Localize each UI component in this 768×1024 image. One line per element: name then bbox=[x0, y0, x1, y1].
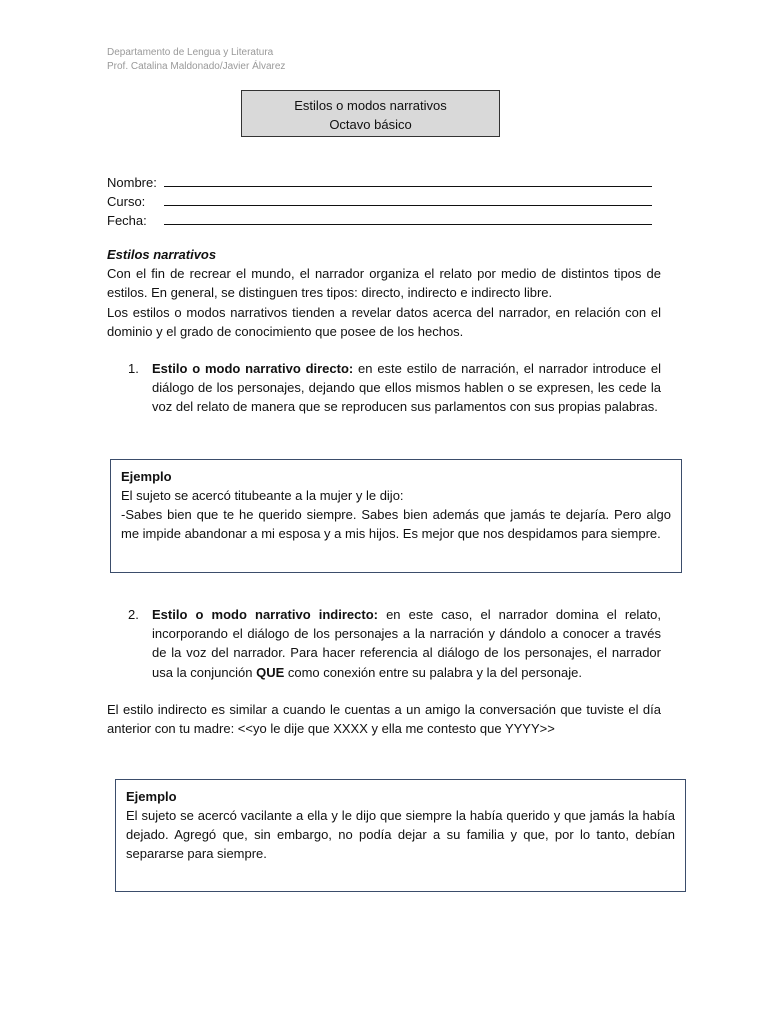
field-fecha[interactable] bbox=[107, 209, 652, 228]
item-heading: Estilo o modo narrativo directo: bbox=[152, 361, 354, 376]
document-subtitle: Octavo básico bbox=[329, 117, 412, 132]
intro-paragraph-2: Los estilos o modos narrativos tienden a revelar datos acerca del narrador, en relación con el dominio y el grado de conocimiento que posee de los hechos. bbox=[107, 304, 661, 339]
intro-section bbox=[107, 245, 661, 341]
list-item-direct bbox=[128, 359, 661, 417]
student-info-fields bbox=[107, 171, 652, 228]
document-title: Estilos o modos narrativos bbox=[294, 98, 447, 113]
page-header bbox=[107, 46, 285, 74]
field-curso[interactable] bbox=[107, 190, 652, 209]
example-box-indirect bbox=[115, 779, 686, 892]
list-item-text bbox=[152, 359, 661, 417]
conjunction-que: QUE bbox=[256, 664, 285, 680]
list-number: 2. bbox=[128, 607, 139, 622]
field-label-curso: Curso: bbox=[107, 194, 146, 209]
item-body: en este estilo de narración, el narrador introduce el diálogo de los personajes, dejando que ellos mismos hablen o se expresen, les cede la voz del relato de manera que se reproducen sus parlamentos con sus propias palabras. bbox=[152, 361, 661, 415]
example-title: Ejemplo bbox=[121, 469, 172, 484]
item-body: en este caso, el narrador domina el relato, incorporando el diálogo de los personajes a la narración y dándolo a conocer a través de la voz del narrador. Para hacer referencia al diálogo de los personajes, el narrador usa la conjunción bbox=[152, 607, 661, 680]
list-number: 1. bbox=[128, 361, 139, 376]
example-text: El sujeto se acercó vacilante a ella y le dijo que siempre la había querido y que jamás la había dejado. Agregó que, sin embargo, no podía dejar a su familia y que, por lo tanto, debían separarse para siempre. bbox=[126, 808, 675, 861]
document-title-box bbox=[241, 90, 500, 137]
field-nombre[interactable] bbox=[107, 171, 652, 190]
intro-paragraph-1: Con el fin de recrear el mundo, el narrador organiza el relato por medio de distintos tipos de estilos. En general, se distinguen tres tipos: directo, indirecto e indirecto libre. bbox=[107, 266, 661, 301]
item-body-end: como conexión entre su palabra y la del personaje. bbox=[284, 664, 582, 680]
list-item-indirect bbox=[128, 605, 661, 682]
field-line-nombre[interactable] bbox=[164, 173, 652, 187]
field-label-nombre: Nombre: bbox=[107, 175, 157, 190]
list-item-text bbox=[152, 605, 661, 682]
field-line-curso[interactable] bbox=[164, 192, 652, 206]
indirect-note: El estilo indirecto es similar a cuando le cuentas a un amigo la conversación que tuviste el día anterior con tu madre: <<yo le dije que XXXX y ella me contesto que YYYY>> bbox=[107, 702, 661, 737]
example-line: El sujeto se acercó titubeante a la mujer y le dijo: bbox=[121, 488, 404, 503]
example-title: Ejemplo bbox=[126, 789, 177, 804]
department-name: Departamento de Lengua y Literatura bbox=[107, 47, 274, 58]
example-dialogue: -Sabes bien que te he querido siempre. Sabes bien además que jamás te dejaría. Pero algo me impide abandonar a mi esposa y a mis hijos. Es mejor que nos despidamos para siempre. bbox=[121, 507, 671, 541]
example-box-direct bbox=[110, 459, 682, 573]
field-line-fecha[interactable] bbox=[164, 211, 652, 225]
field-label-fecha: Fecha: bbox=[107, 213, 147, 228]
item-heading: Estilo o modo narrativo indirecto: bbox=[152, 607, 378, 622]
section-title: Estilos narrativos bbox=[107, 247, 217, 262]
teacher-names: Prof. Catalina Maldonado/Javier Álvarez bbox=[107, 61, 286, 72]
